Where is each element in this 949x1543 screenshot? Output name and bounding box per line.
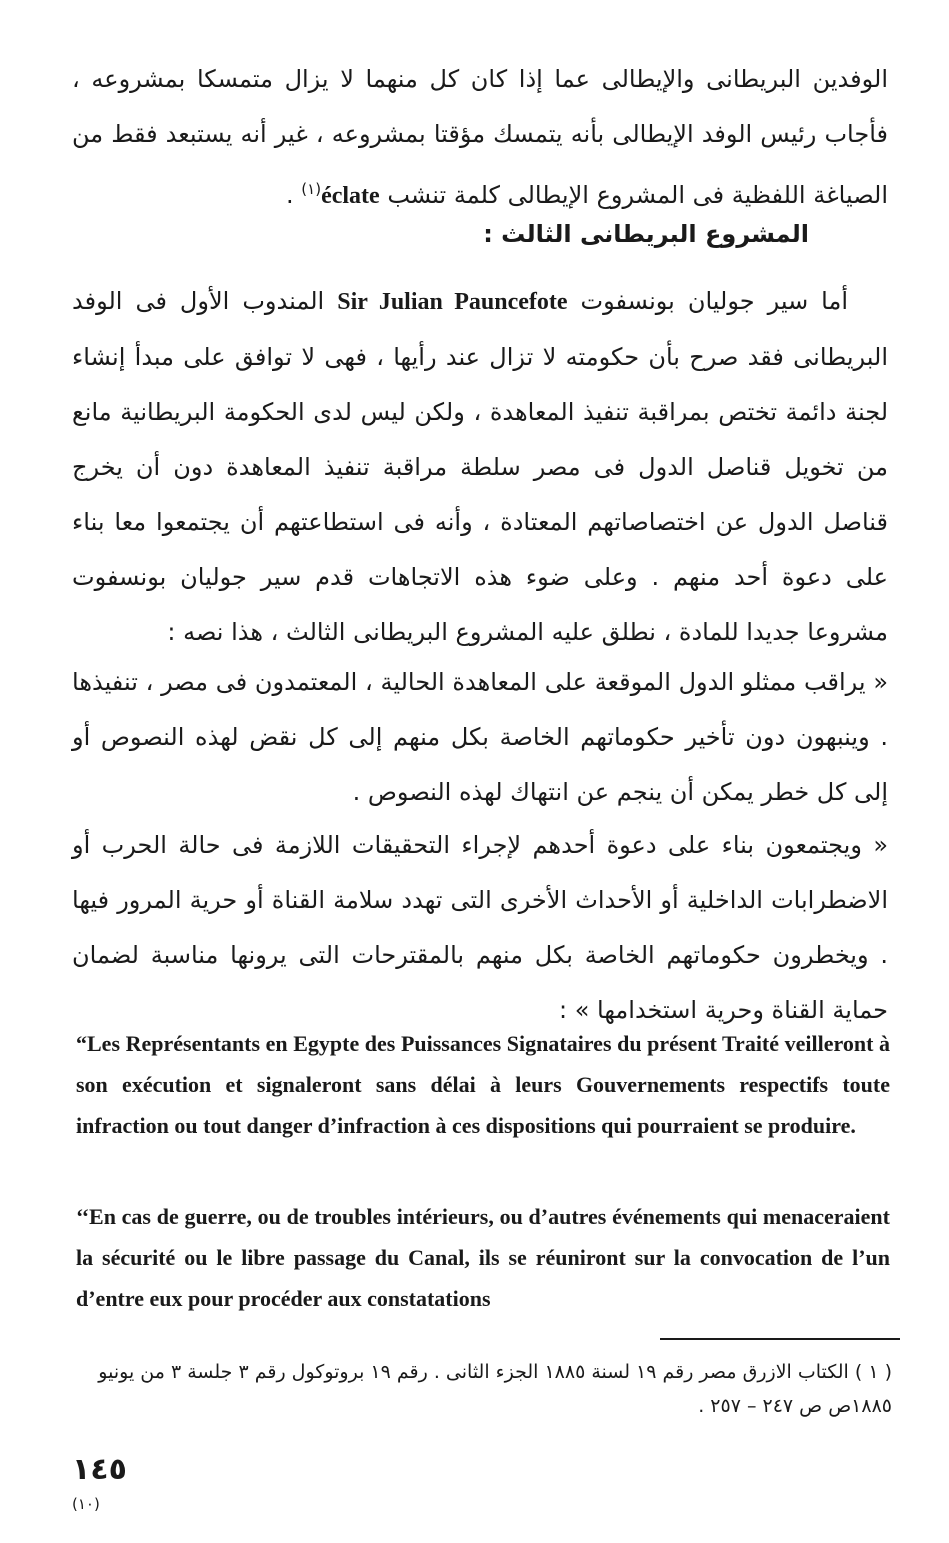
footnote-divider — [660, 1338, 900, 1340]
latin-name: Sir Julian Pauncefote — [337, 289, 568, 315]
section-heading: المشروع البريطانى الثالث : — [483, 220, 809, 248]
quote-french-1: “Les Représentants en Egypte des Puissances Signataires du présent Traité veilleront à son exécution et signaleront sans délai à leurs Gouvernements respectifs toute infraction ou tout danger d’infraction à ces dispositions qui pourraient se produire. — [76, 1031, 890, 1138]
paragraph-intro — [72, 52, 888, 224]
paragraph-pauncefote-start: أما سير جوليان بونسفوت — [580, 287, 849, 315]
paragraph-intro-text: الوفدين البريطانى والإيطالى عما إذا كان كل منهما لا يزال متمسكا بمشروعه ، فأجاب رئيس الوفد الإيطالى بأنه يتمسك مؤقتا بمشروعه ، غير أنه يستبعد فقط من الصياغة اللفظية فى المشروع الإيطالى كلمة تنشب — [72, 65, 888, 209]
paragraph-pauncefote — [72, 274, 888, 660]
quote-arabic-2: « ويجتمعون بناء على دعوة أحدهم لإجراء التحقيقات اللازمة فى حالة الحرب أو الاضطرابات الداخلية أو الأحداث الأخرى التى تهدد سلامة القناة أو حرية المرور فيها . ويخطرون حكوماتهم الخاصة بكل منهم بالمقترحات التى يرونها مناسبة لضمان حماية القناة وحرية استخدامها » : — [72, 831, 888, 1024]
page-number: ١٤٥ — [72, 1452, 127, 1487]
french-term: éclate — [321, 183, 380, 209]
paragraph-pauncefote-text: المندوب الأول فى الوفد البريطانى فقد صرح بأن حكومته لا تزال عند رأيها ، فهى لا توافق على مبدأ إنشاء لجنة دائمة تختص بمراقبة تنفيذ المعاهدة ، ولكن ليس لدى الحكومة البريطانية مانع من تخويل قناصل الدول فى مصر سلطة مراقبة تنفيذ المعاهدة دون أن يخرج قناصل الدول عن اختصاصاتهم المعتادة ، وأنه فى استطاعتهم أن يجتمعوا معا بناء على دعوة أحد منهم . وعلى ضوء هذه الاتجاهات قدم سير جوليان بونسفوت مشروعا جديدا للمادة ، نطلق عليه المشروع البريطانى الثالث ، هذا نصه : — [72, 287, 888, 646]
footnote: ( ١ ) الكتاب الازرق مصر رقم ١٩ لسنة ١٨٨٥ الجزء الثانى . رقم ١٩ بروتوكول رقم ٣ جلسة ٣ من يونيو ١٨٨٥ص ص ٢٤٧ – ٢٥٧ . — [98, 1361, 892, 1417]
signature-mark: (١٠) — [72, 1495, 100, 1513]
footnote-marker: (١) — [301, 180, 322, 198]
quote-arabic-1: « يراقب ممثلو الدول الموقعة على المعاهدة الحالية ، المعتمدون فى مصر ، تنفيذها . وينبهون دون تأخير حكوماتهم الخاصة بكل منهم إلى كل نقض لهذه النصوص أو إلى كل خطر يمكن أن ينجم عن انتهاك لهذه النصوص . — [72, 668, 888, 806]
quote-french-2: ‘‘En cas de guerre, ou de troubles intérieurs, ou d’autres événements qui menaceraient la sécurité ou le libre passage du Canal, ils se réuniront sur la convocation de l’un d’entre eux pour procéder aux constatations — [76, 1204, 890, 1311]
paragraph-intro-end: . — [286, 181, 302, 209]
